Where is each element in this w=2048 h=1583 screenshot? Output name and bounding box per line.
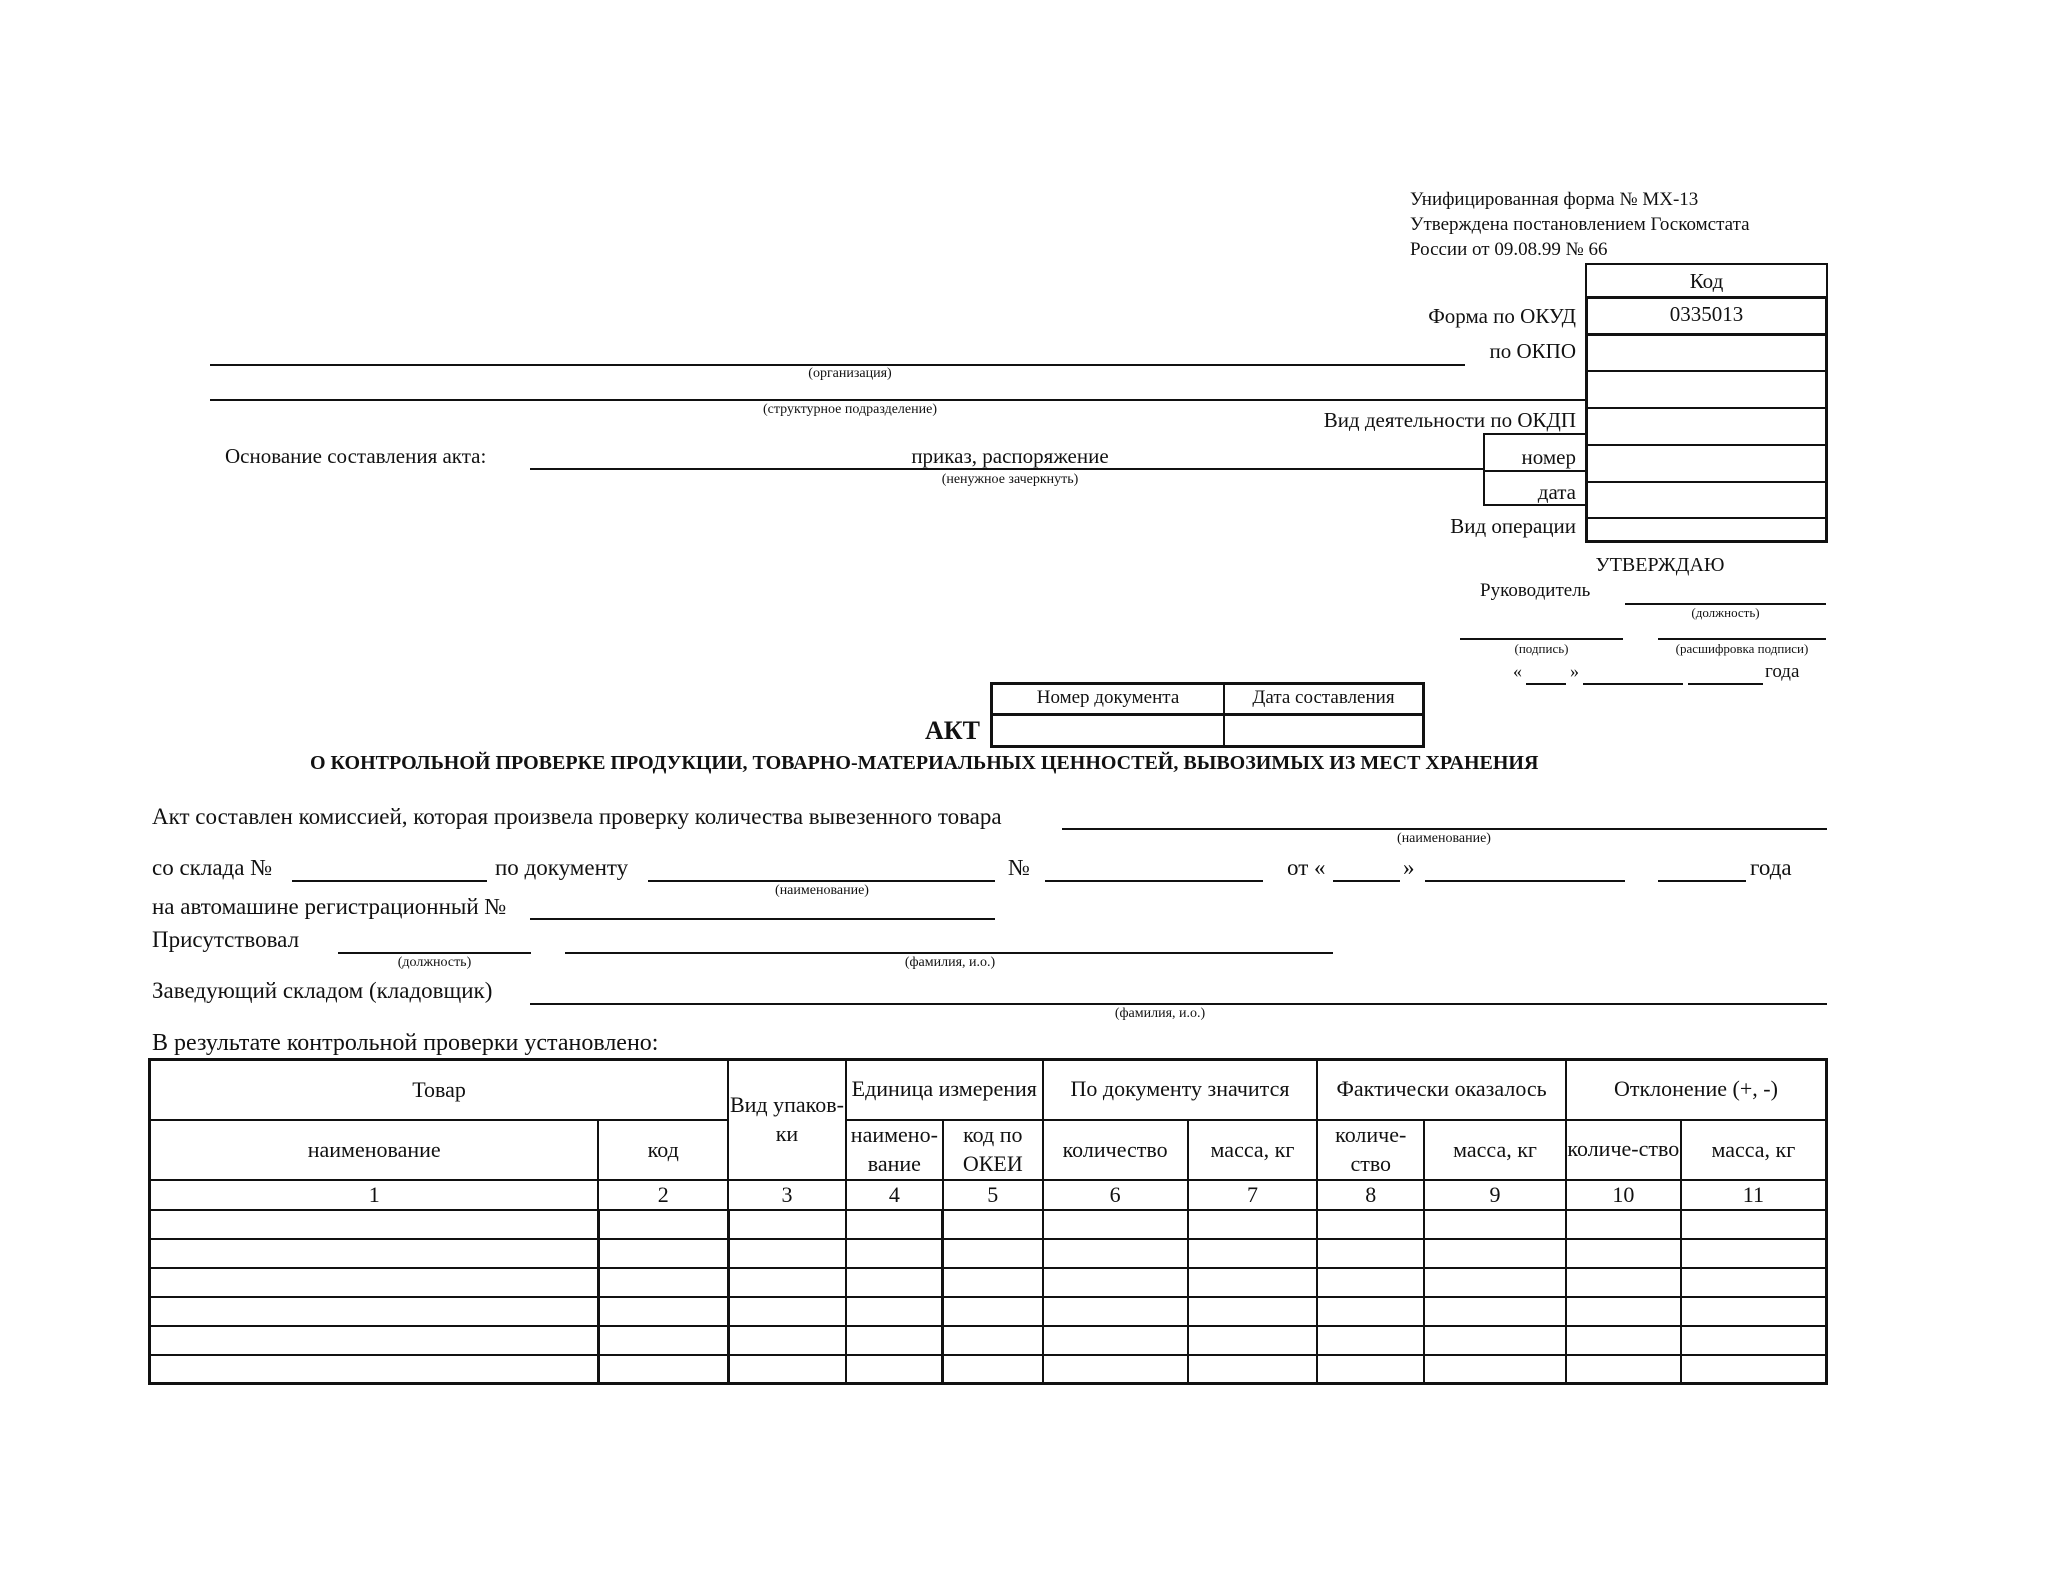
year-line[interactable] bbox=[1658, 880, 1746, 882]
present-position-caption: (должность) bbox=[397, 955, 472, 970]
table-cell[interactable] bbox=[150, 1326, 599, 1355]
table-cell[interactable] bbox=[1566, 1326, 1681, 1355]
number-sign: № bbox=[1008, 855, 1030, 880]
actual-mass-header: масса, кг bbox=[1424, 1120, 1566, 1180]
results-table bbox=[148, 1058, 1828, 1385]
table-cell[interactable] bbox=[846, 1326, 943, 1355]
okpo-value-2[interactable] bbox=[1588, 372, 1825, 409]
table-cell[interactable] bbox=[598, 1355, 728, 1384]
table-cell[interactable] bbox=[1681, 1210, 1827, 1239]
approve-year-line[interactable] bbox=[1688, 683, 1763, 685]
approve-quote-close: » bbox=[1570, 661, 1579, 681]
table-cell[interactable] bbox=[728, 1355, 846, 1384]
nomer-label: номер bbox=[1521, 445, 1576, 469]
table-cell[interactable] bbox=[1317, 1239, 1424, 1268]
name-header: наименование bbox=[150, 1120, 599, 1180]
table-cell[interactable] bbox=[598, 1268, 728, 1297]
actual-header: Фактически оказалось bbox=[1317, 1060, 1566, 1120]
approve-day-line[interactable] bbox=[1526, 683, 1566, 685]
okpo-value[interactable] bbox=[1588, 336, 1825, 372]
present-label: Присутствовал bbox=[152, 927, 300, 952]
year-label: года bbox=[1750, 855, 1792, 880]
table-cell[interactable] bbox=[598, 1326, 728, 1355]
table-cell[interactable] bbox=[728, 1210, 846, 1239]
table-cell[interactable] bbox=[1188, 1326, 1318, 1355]
document-number-line[interactable] bbox=[1045, 880, 1263, 882]
table-cell[interactable] bbox=[1317, 1326, 1424, 1355]
table-cell[interactable] bbox=[1043, 1239, 1188, 1268]
col-number-1: 1 bbox=[150, 1180, 599, 1210]
table-cell[interactable] bbox=[943, 1239, 1043, 1268]
code-header-cell bbox=[1585, 263, 1828, 298]
col-number-11: 11 bbox=[1681, 1180, 1827, 1210]
table-row bbox=[150, 1268, 1827, 1297]
goods-header: Товар bbox=[150, 1060, 729, 1120]
basis-label: Основание составления акта: bbox=[225, 444, 487, 468]
code-header-label: Код bbox=[1689, 269, 1724, 293]
doc-mass-header: масса, кг bbox=[1188, 1120, 1318, 1180]
table-cell[interactable] bbox=[1043, 1210, 1188, 1239]
table-cell[interactable] bbox=[150, 1239, 599, 1268]
vehicle-line[interactable] bbox=[530, 918, 995, 920]
okud-label: Форма по ОКУД bbox=[1428, 304, 1576, 328]
form-title-line1: Унифицированная форма № МХ-13 bbox=[1410, 189, 1699, 210]
table-cell[interactable] bbox=[1188, 1268, 1318, 1297]
deviation-header: Отклонение (+, -) bbox=[1566, 1060, 1827, 1120]
deviation-quantity-header: количе-ство bbox=[1566, 1120, 1681, 1180]
present-fio-line[interactable] bbox=[565, 952, 1333, 954]
table-cell[interactable] bbox=[598, 1297, 728, 1326]
col-number-2: 2 bbox=[598, 1180, 728, 1210]
operation-label: Вид операции bbox=[1450, 514, 1576, 538]
present-fio-caption: (фамилия, и.о.) bbox=[904, 955, 996, 970]
table-cell[interactable] bbox=[1043, 1297, 1188, 1326]
manager-fio-line[interactable] bbox=[530, 1003, 1827, 1005]
goods-name-caption: (наименование) bbox=[1397, 831, 1491, 846]
table-cell[interactable] bbox=[846, 1297, 943, 1326]
doc-quantity-header: количество bbox=[1043, 1120, 1188, 1180]
table-cell[interactable] bbox=[943, 1268, 1043, 1297]
col-number-5: 5 bbox=[943, 1180, 1043, 1210]
doc-number-date-box bbox=[990, 682, 1425, 748]
table-cell[interactable] bbox=[943, 1326, 1043, 1355]
okud-value[interactable]: 0335013 bbox=[1588, 299, 1825, 336]
table-cell[interactable] bbox=[728, 1239, 846, 1268]
vehicle-label: на автомашине регистрационный № bbox=[152, 894, 507, 919]
table-cell[interactable] bbox=[943, 1297, 1043, 1326]
table-cell[interactable] bbox=[728, 1326, 846, 1355]
table-cell[interactable] bbox=[1043, 1326, 1188, 1355]
nomer-value[interactable] bbox=[1588, 446, 1825, 483]
data-label: дата bbox=[1537, 480, 1576, 504]
col-number-6: 6 bbox=[1043, 1180, 1188, 1210]
table-cell[interactable] bbox=[943, 1355, 1043, 1384]
act-subtitle: О КОНТРОЛЬНОЙ ПРОВЕРКЕ ПРОДУКЦИИ, ТОВАРНО-МАТЕРИАЛЬНЫХ ЦЕННОСТЕЙ, ВЫВОЗИМЫХ ИЗ МЕСТ ХРАНЕНИЯ bbox=[310, 752, 1539, 774]
table-cell[interactable] bbox=[1681, 1355, 1827, 1384]
table-row bbox=[150, 1210, 1827, 1239]
table-cell[interactable] bbox=[728, 1268, 846, 1297]
table-row bbox=[150, 1297, 1827, 1326]
document-name-caption: (наименование) bbox=[775, 883, 869, 898]
okpo-label: по ОКПО bbox=[1489, 339, 1576, 363]
from-label: от « bbox=[1287, 855, 1326, 880]
table-cell[interactable] bbox=[846, 1239, 943, 1268]
table-cell[interactable] bbox=[1566, 1297, 1681, 1326]
col-number-3: 3 bbox=[728, 1180, 846, 1210]
act-title: АКТ bbox=[925, 716, 980, 745]
col-number-4: 4 bbox=[846, 1180, 943, 1210]
present-position-line[interactable] bbox=[338, 952, 531, 954]
okei-code-header: код по ОКЕИ bbox=[943, 1120, 1043, 1180]
table-cell[interactable] bbox=[1681, 1239, 1827, 1268]
doc-number-header: Номер документа bbox=[993, 685, 1225, 713]
decode-caption: (расшифровка подписи) bbox=[1675, 641, 1809, 656]
head-label: Руководитель bbox=[1480, 580, 1591, 601]
organization-caption: (организация) bbox=[808, 366, 892, 381]
code-header: код bbox=[598, 1120, 728, 1180]
table-cell[interactable] bbox=[598, 1239, 728, 1268]
table-cell[interactable] bbox=[150, 1210, 599, 1239]
month-line[interactable] bbox=[1425, 880, 1625, 882]
column-number-row bbox=[150, 1180, 1827, 1210]
position-caption: (должность) bbox=[1691, 605, 1760, 620]
by-document-header: По документу значится bbox=[1043, 1060, 1318, 1120]
table-cell[interactable] bbox=[728, 1297, 846, 1326]
warehouse-label: со склада № bbox=[152, 855, 273, 880]
table-cell[interactable] bbox=[1681, 1297, 1827, 1326]
unit-header: Единица измерения bbox=[846, 1060, 1043, 1120]
actual-quantity-header: количе-ство bbox=[1317, 1120, 1424, 1180]
table-cell[interactable] bbox=[1317, 1268, 1424, 1297]
close-quote: » bbox=[1403, 855, 1415, 880]
operation-value[interactable] bbox=[1588, 519, 1825, 551]
table-row bbox=[150, 1239, 1827, 1268]
commission-text: Акт составлен комиссией, которая произвела проверку количества вывезенного товара bbox=[152, 804, 1002, 829]
table-cell[interactable] bbox=[1188, 1297, 1318, 1326]
table-cell[interactable] bbox=[598, 1210, 728, 1239]
col-number-8: 8 bbox=[1317, 1180, 1424, 1210]
table-cell[interactable] bbox=[1317, 1210, 1424, 1239]
okdp-value[interactable] bbox=[1588, 409, 1825, 446]
okdp-label: Вид деятельности по ОКДП bbox=[1323, 408, 1576, 432]
signature-caption: (подпись) bbox=[1514, 641, 1569, 656]
form-title-line2: Утверждена постановлением Госкомстата bbox=[1410, 214, 1750, 235]
day-line[interactable] bbox=[1333, 880, 1400, 882]
manager-fio-caption: (фамилия, и.о.) bbox=[1114, 1006, 1206, 1021]
data-value[interactable] bbox=[1588, 483, 1825, 519]
table-cell[interactable] bbox=[846, 1355, 943, 1384]
deviation-mass-header: масса, кг bbox=[1681, 1120, 1827, 1180]
signature-line[interactable] bbox=[1460, 638, 1623, 640]
code-box bbox=[1585, 296, 1828, 543]
table-cell[interactable] bbox=[846, 1210, 943, 1239]
col-number-9: 9 bbox=[1424, 1180, 1566, 1210]
table-cell[interactable] bbox=[1424, 1355, 1566, 1384]
commission-goods-line[interactable] bbox=[1062, 828, 1827, 830]
result-label: В результате контрольной проверки установлено: bbox=[152, 1030, 659, 1056]
table-row bbox=[150, 1355, 1827, 1384]
approve-month-line[interactable] bbox=[1583, 683, 1683, 685]
table-cell[interactable] bbox=[846, 1268, 943, 1297]
basis-line[interactable] bbox=[530, 468, 1483, 470]
manager-label: Заведующий складом (кладовщик) bbox=[152, 978, 493, 1003]
table-cell[interactable] bbox=[1424, 1268, 1566, 1297]
table-cell[interactable] bbox=[1566, 1210, 1681, 1239]
table-row bbox=[150, 1326, 1827, 1355]
doc-number-value[interactable] bbox=[993, 716, 1225, 748]
table-cell[interactable] bbox=[1188, 1210, 1318, 1239]
table-cell[interactable] bbox=[1681, 1326, 1827, 1355]
table-cell[interactable] bbox=[1424, 1326, 1566, 1355]
basis-value: приказ, распоряжение bbox=[911, 444, 1109, 468]
table-cell[interactable] bbox=[1566, 1268, 1681, 1297]
by-document-label: по документу bbox=[495, 855, 629, 880]
approve-title: УТВЕРЖДАЮ bbox=[1595, 554, 1725, 576]
table-cell[interactable] bbox=[1424, 1239, 1566, 1268]
table-cell[interactable] bbox=[1566, 1355, 1681, 1384]
table-cell[interactable] bbox=[150, 1355, 599, 1384]
table-cell[interactable] bbox=[1043, 1268, 1188, 1297]
table-cell[interactable] bbox=[150, 1297, 599, 1326]
table-cell[interactable] bbox=[1188, 1239, 1318, 1268]
table-cell[interactable] bbox=[943, 1210, 1043, 1239]
doc-date-value[interactable] bbox=[1225, 716, 1422, 748]
table-cell[interactable] bbox=[1317, 1297, 1424, 1326]
form-title-line3: России от 09.08.99 № 66 bbox=[1410, 239, 1608, 260]
table-cell[interactable] bbox=[1317, 1355, 1424, 1384]
approve-year-label: года bbox=[1765, 661, 1800, 682]
department-line[interactable] bbox=[210, 399, 1585, 401]
table-cell[interactable] bbox=[1188, 1355, 1318, 1384]
package-type-header: Вид упаков-ки bbox=[728, 1060, 846, 1180]
doc-date-header: Дата составления bbox=[1252, 687, 1395, 708]
warehouse-line[interactable] bbox=[292, 880, 487, 882]
table-cell[interactable] bbox=[1424, 1297, 1566, 1326]
table-cell[interactable] bbox=[1566, 1239, 1681, 1268]
table-cell[interactable] bbox=[1043, 1355, 1188, 1384]
document-name-line[interactable] bbox=[648, 880, 995, 882]
table-cell[interactable] bbox=[1424, 1210, 1566, 1239]
table-cell[interactable] bbox=[1681, 1268, 1827, 1297]
col-number-10: 10 bbox=[1566, 1180, 1681, 1210]
col-number-7: 7 bbox=[1188, 1180, 1318, 1210]
decode-line[interactable] bbox=[1658, 638, 1826, 640]
basis-caption: (ненужное зачеркнуть) bbox=[941, 472, 1079, 487]
department-caption: (структурное подразделение) bbox=[762, 402, 937, 417]
table-cell[interactable] bbox=[150, 1268, 599, 1297]
unit-name-header: наимено-вание bbox=[846, 1120, 943, 1180]
approve-quote-open: « bbox=[1513, 661, 1522, 681]
